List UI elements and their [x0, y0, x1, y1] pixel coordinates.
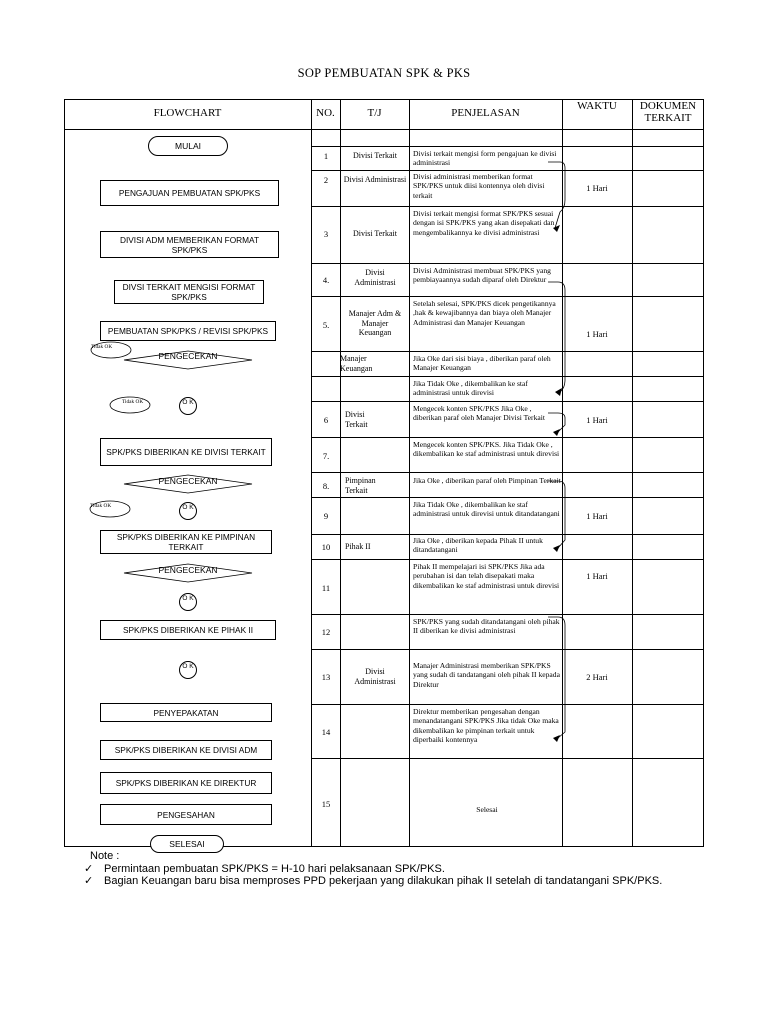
row-no: 9: [323, 511, 329, 521]
row-no: 1: [323, 151, 329, 161]
note-item: [84, 875, 704, 888]
step-diberikan-adm: SPK/PKS DIBERIKAN KE DIVISI ADM: [100, 740, 272, 760]
row-waktu: 1 Hari: [586, 329, 608, 339]
step-diberikan-pihak-ii: SPK/PKS DIBERIKAN KE PIHAK II: [100, 620, 276, 640]
note-text: Permintaan pembuatan SPK/PKS = H-10 hari pelaksanaan SPK/PKS.: [104, 862, 445, 875]
row-no: 12: [321, 627, 331, 637]
ok-connector: O K: [179, 397, 197, 415]
row-tj: Divisi Administrasi: [343, 175, 407, 184]
row-no: 6: [323, 415, 329, 425]
step-diberikan-direktur: SPK/PKS DIBERIKAN KE DIREKTUR: [100, 772, 272, 794]
tidak-ok-label: Tidak OK: [91, 344, 113, 350]
step-penyepakatan: PENYEPAKATAN: [100, 703, 272, 722]
row-penjelasan: Manajer Administrasi memberikan SPK/PKS yang sudah di tandatangani oleh pihak II kepada Direktur: [413, 661, 560, 689]
row-penjelasan: Jika Oke , diberikan paraf oleh Pimpinan Terkait: [413, 476, 561, 485]
row-no: 14: [321, 727, 331, 737]
row-tj: Manajer Adm & Manajer Keuangan: [348, 309, 402, 337]
header-dokumen: DOKUMEN TERKAIT: [639, 100, 697, 124]
row-waktu: 1 Hari: [586, 571, 608, 581]
row-tj: Manajer Keuangan: [340, 354, 373, 373]
row-penjelasan: Divisi Administrasi membuat SPK/PKS yang pembiayaannya sudah diparaf oleh Direktur: [413, 266, 551, 285]
ok-connector: O K: [179, 661, 197, 679]
start-terminal: MULAI: [148, 136, 228, 156]
row-waktu: 1 Hari: [586, 511, 608, 521]
header-tj: T/J: [367, 107, 382, 119]
step-pengesahan: PENGESAHAN: [100, 804, 272, 825]
row-no: 10: [321, 542, 331, 552]
row-tj: Divisi Terkait: [353, 229, 397, 238]
row-tj: Pihak II: [345, 542, 371, 551]
row-penjelasan: Direktur memberikan pengesahan dengan menandatangani SPK/PKS Jika tidak Oke maka dikembalikan ke pimpinan terkait untuk diperbaiki kontennya: [413, 707, 559, 745]
header-waktu: WAKTU: [577, 100, 617, 112]
row-no: 3: [323, 229, 329, 239]
row-penjelasan: Mengecek konten SPK/PKS Jika Oke , diberikan paraf oleh Manajer Divisi Terkait: [413, 404, 545, 423]
check-icon: ✓: [84, 862, 94, 875]
row-penjelasan: Jika Oke dari sisi biaya , diberikan paraf oleh Manajer Keuangan: [413, 354, 551, 373]
row-no: 8.: [322, 481, 330, 491]
tidak-ok-label: Tidak OK: [90, 503, 112, 509]
row-penjelasan: Jika Tidak Oke , dikembalikan ke staf administrasi untuk direvisi: [413, 379, 528, 398]
row-penjelasan: Selesai: [476, 805, 498, 814]
tidak-ok-label: Tidak OK: [122, 399, 144, 405]
page-title: SOP PEMBUATAN SPK & PKS: [297, 66, 471, 80]
row-penjelasan: Divisi terkait mengisi form pengajuan ke divisi administrasi: [413, 149, 557, 168]
row-tj: Divisi Terkait: [345, 410, 368, 429]
note-text: Bagian Keuangan baru bisa memproses PPD pekerjaan yang dilakukan pihak II setelah di tandatangani SPK/PKS.: [104, 875, 663, 887]
step-pembuatan: PEMBUATAN SPK/PKS / REVISI SPK/PKS: [100, 321, 276, 341]
row-tj: Divisi Administrasi: [354, 268, 396, 287]
row-penjelasan: Pihak II mempelajari isi SPK/PKS Jika ada perubahan isi dan telah disepakati maka dikembalikan ke staf administrasi untuk direvisi: [413, 562, 560, 590]
row-no: 5.: [322, 320, 330, 330]
step-divisi-terkait: DIVSI TERKAIT MENGISI FORMAT SPK/PKS: [114, 280, 264, 304]
header-flowchart: FLOWCHART: [153, 107, 222, 119]
row-penjelasan: SPK/PKS yang sudah ditandatangani oleh pihak II diberikan ke divisi administrasi: [413, 617, 560, 636]
row-no: 7.: [322, 451, 330, 461]
step-divisi-adm: DIVISI ADM MEMBERIKAN FORMAT SPK/PKS: [100, 231, 279, 258]
row-penjelasan: Jika Oke , diberikan kepada Pihak II untuk ditandatangani: [413, 536, 543, 555]
row-no: 4.: [322, 275, 330, 285]
row-tj: Pimpinan Terkait: [345, 476, 376, 495]
row-waktu: 2 Hari: [586, 672, 608, 682]
header-penjelasan: PENJELASAN: [451, 107, 520, 119]
row-penjelasan: Jika Tidak Oke , dikembalikan ke staf administrasi untuk direvisi untuk ditandatangani: [413, 500, 560, 519]
check-3-label: PENGECEKAN: [158, 565, 218, 575]
row-waktu: 1 Hari: [586, 183, 608, 193]
notes-section: [84, 850, 704, 888]
end-terminal: SELESAI: [150, 835, 224, 853]
row-no: 15: [321, 799, 331, 809]
step-diberikan-divisi: SPK/PKS DIBERIKAN KE DIVISI TERKAIT: [100, 438, 272, 466]
arrow-head: [553, 735, 560, 742]
notes-label: Note :: [90, 850, 120, 862]
ok-connector: O K: [179, 502, 197, 520]
header-no: NO.: [316, 107, 335, 119]
check-icon: ✓: [84, 875, 94, 887]
arrow-head: [553, 545, 560, 552]
arrow-head: [553, 429, 560, 436]
row-penjelasan: Divisi terkait mengisi format SPK/PKS sesuai dengan isi SPK/PKS yang akan disepakati dan mengembalikannya ke divisi administrasi: [413, 209, 555, 237]
row-penjelasan: Setelah selesai, SPK/PKS dicek pengetikannya ,hak & kewajibannya dan biaya oleh Manajer Administrasi dan Manajer Keuangan: [413, 299, 556, 327]
row-penjelasan: Divisi administrasi memberikan format SPK/PKS untuk diisi kontennya oleh divisi terkait: [413, 172, 545, 200]
check-1-label: PENGECEKAN: [158, 351, 218, 361]
step-pengajuan: PENGAJUAN PEMBUATAN SPK/PKS: [100, 180, 279, 206]
row-waktu: 1 Hari: [586, 415, 608, 425]
arrow-head: [553, 225, 560, 232]
ok-connector: O K: [179, 593, 197, 611]
step-diberikan-pimpinan: SPK/PKS DIBERIKAN KE PIMPINAN TERKAIT: [100, 530, 272, 554]
row-penjelasan: Mengecek konten SPK/PKS. Jika Tidak Oke , dikembalikan ke staf administrasi untuk direvisi: [413, 440, 560, 459]
check-2-label: PENGECEKAN: [158, 476, 218, 486]
row-no: 2: [323, 175, 329, 185]
arrow-head: [555, 388, 562, 396]
row-no: 13: [321, 672, 331, 682]
row-no: 11: [321, 583, 331, 593]
note-item: [84, 863, 704, 876]
row-tj: Divisi Administrasi: [354, 667, 396, 686]
row-tj: Divisi Terkait: [353, 151, 397, 160]
